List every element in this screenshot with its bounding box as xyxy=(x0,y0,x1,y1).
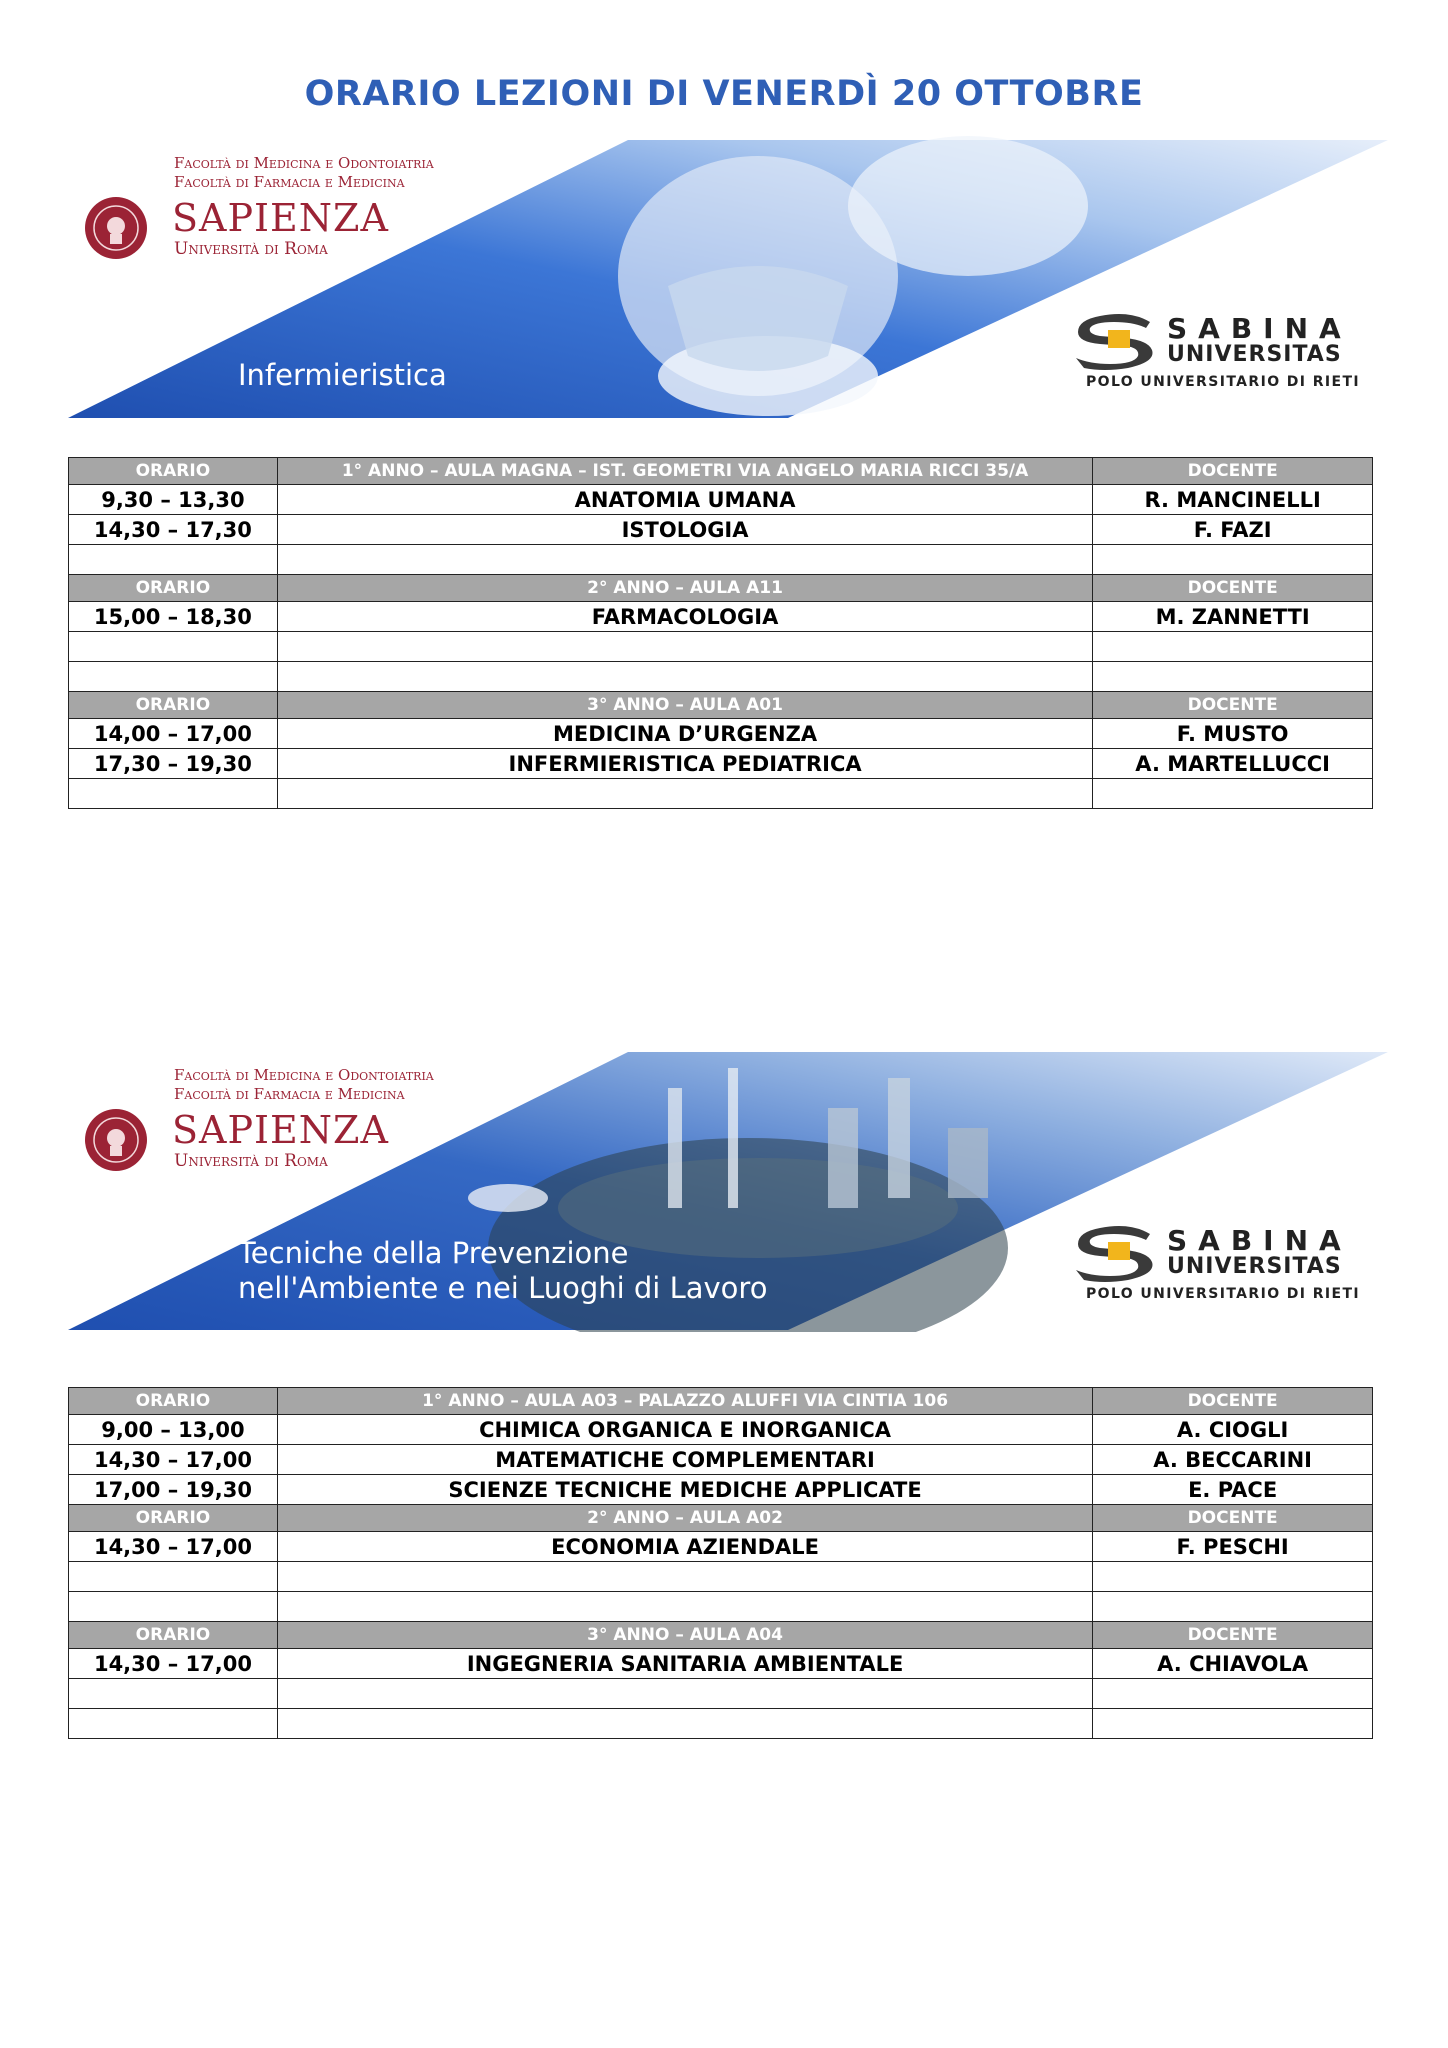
cell-materia: ANATOMIA UMANA xyxy=(277,485,1092,515)
cell-docente: A. MARTELLUCCI xyxy=(1093,749,1373,779)
header-orario: ORARIO xyxy=(69,1388,278,1415)
sabina-universitas-logo xyxy=(1068,1224,1368,1306)
table-header-row xyxy=(69,1622,1373,1649)
cell-orario xyxy=(69,1592,278,1622)
table-row xyxy=(69,485,1373,515)
table-row xyxy=(69,749,1373,779)
table-row xyxy=(69,1532,1373,1562)
cell-materia: FARMACOLOGIA xyxy=(277,602,1092,632)
cell-docente xyxy=(1093,779,1373,809)
cell-materia xyxy=(277,779,1092,809)
header-docente: DOCENTE xyxy=(1093,692,1373,719)
header-docente: DOCENTE xyxy=(1093,458,1373,485)
partner-polo: POLO UNIVERSITARIO DI RIETI xyxy=(1086,374,1361,390)
header-anno-aula: 2° ANNO – AULA A11 xyxy=(277,575,1092,602)
faculty-line-2: Facoltà di Farmacia e Medicina xyxy=(174,173,405,191)
header-docente: DOCENTE xyxy=(1093,1622,1373,1649)
cell-docente xyxy=(1093,1592,1373,1622)
cell-materia xyxy=(277,662,1092,692)
faculty-line-1: Facoltà di Medicina e Odontoiatria xyxy=(174,154,434,172)
table-row xyxy=(69,1415,1373,1445)
header-anno-aula: 1° ANNO – AULA MAGNA – IST. GEOMETRI VIA ANGELO MARIA RICCI 35/A xyxy=(277,458,1092,485)
cell-materia xyxy=(277,1592,1092,1622)
partner-polo: POLO UNIVERSITARIO DI RIETI xyxy=(1086,1286,1361,1302)
table-row xyxy=(69,1592,1373,1622)
cell-materia: CHIMICA ORGANICA E INORGANICA xyxy=(277,1415,1092,1445)
partner-name: SABINA xyxy=(1167,1224,1352,1257)
cell-orario xyxy=(69,1709,278,1739)
cell-orario xyxy=(69,1679,278,1709)
cell-orario: 9,00 – 13,00 xyxy=(69,1415,278,1445)
table-row xyxy=(69,1475,1373,1505)
cell-docente: F. PESCHI xyxy=(1093,1532,1373,1562)
cell-orario: 17,30 – 19,30 xyxy=(69,749,278,779)
header-docente: DOCENTE xyxy=(1093,575,1373,602)
table-header-row xyxy=(69,692,1373,719)
cell-materia: ISTOLOGIA xyxy=(277,515,1092,545)
page-title: ORARIO LEZIONI DI VENERDÌ 20 OTTOBRE xyxy=(304,74,1144,114)
table-row xyxy=(69,719,1373,749)
table-header-row xyxy=(69,1388,1373,1415)
faculty-line-1: Facoltà di Medicina e Odontoiatria xyxy=(174,1066,434,1084)
partner-name: SABINA xyxy=(1167,312,1352,345)
table-row xyxy=(69,602,1373,632)
cell-materia xyxy=(277,1562,1092,1592)
header-docente: DOCENTE xyxy=(1093,1388,1373,1415)
university-subtitle: Università di Roma xyxy=(174,1151,328,1171)
header-anno-aula: 2° ANNO – AULA A02 xyxy=(277,1505,1092,1532)
cell-orario xyxy=(69,545,278,575)
course-title-line-2: nell'Ambiente e nei Luoghi di Lavoro xyxy=(238,1271,768,1305)
cell-docente: A. CHIAVOLA xyxy=(1093,1649,1373,1679)
sabina-universitas-logo xyxy=(1068,312,1368,394)
cell-materia xyxy=(277,1679,1092,1709)
header-orario: ORARIO xyxy=(69,1505,278,1532)
banner-infermieristica xyxy=(68,136,1388,420)
header-orario: ORARIO xyxy=(69,458,278,485)
sapienza-wordmark: SAPIENZA xyxy=(172,1108,389,1152)
sabina-mark-icon xyxy=(1070,1224,1160,1282)
cell-orario: 17,00 – 19,30 xyxy=(69,1475,278,1505)
table-header-row xyxy=(69,1505,1373,1532)
table-row xyxy=(69,779,1373,809)
cell-orario xyxy=(69,779,278,809)
cell-materia xyxy=(277,545,1092,575)
header-anno-aula: 3° ANNO – AULA A01 xyxy=(277,692,1092,719)
cell-orario xyxy=(69,662,278,692)
cell-materia: INFERMIERISTICA PEDIATRICA xyxy=(277,749,1092,779)
cell-materia: ECONOMIA AZIENDALE xyxy=(277,1532,1092,1562)
faculty-line-2: Facoltà di Farmacia e Medicina xyxy=(174,1085,405,1103)
course-title-line-1: Tecniche della Prevenzione xyxy=(238,1236,629,1270)
header-anno-aula: 3° ANNO – AULA A04 xyxy=(277,1622,1092,1649)
table-row xyxy=(69,662,1373,692)
sabina-mark-icon xyxy=(1070,312,1160,370)
table-row xyxy=(69,1709,1373,1739)
cell-docente: A. BECCARINI xyxy=(1093,1445,1373,1475)
cell-orario xyxy=(69,1562,278,1592)
cell-orario: 14,30 – 17,30 xyxy=(69,515,278,545)
cell-docente xyxy=(1093,632,1373,662)
cell-orario: 14,00 – 17,00 xyxy=(69,719,278,749)
cell-orario xyxy=(69,632,278,662)
cell-materia: MEDICINA D’URGENZA xyxy=(277,719,1092,749)
cell-docente: M. ZANNETTI xyxy=(1093,602,1373,632)
table-row xyxy=(69,545,1373,575)
table-header-row xyxy=(69,458,1373,485)
cell-orario: 15,00 – 18,30 xyxy=(69,602,278,632)
banner-tecniche-prevenzione xyxy=(68,1048,1388,1332)
table-row xyxy=(69,515,1373,545)
sapienza-seal xyxy=(84,196,148,260)
table-row xyxy=(69,1679,1373,1709)
cell-docente: A. CIOGLI xyxy=(1093,1415,1373,1445)
schedule-table-tecniche-prevenzione xyxy=(68,1387,1373,1739)
schedule-table-infermieristica xyxy=(68,457,1373,809)
cell-orario: 14,30 – 17,00 xyxy=(69,1649,278,1679)
table-row xyxy=(69,632,1373,662)
cell-materia: INGEGNERIA SANITARIA AMBIENTALE xyxy=(277,1649,1092,1679)
cell-materia xyxy=(277,632,1092,662)
cell-docente xyxy=(1093,662,1373,692)
table-row xyxy=(69,1562,1373,1592)
header-docente: DOCENTE xyxy=(1093,1505,1373,1532)
cell-docente xyxy=(1093,1679,1373,1709)
cell-materia xyxy=(277,1709,1092,1739)
partner-subtitle: UNIVERSITAS xyxy=(1167,342,1342,367)
header-orario: ORARIO xyxy=(69,1622,278,1649)
table-row xyxy=(69,1649,1373,1679)
course-title: Infermieristica xyxy=(238,358,447,392)
header-orario: ORARIO xyxy=(69,692,278,719)
university-subtitle: Università di Roma xyxy=(174,239,328,259)
table-row xyxy=(69,1445,1373,1475)
cell-orario: 14,30 – 17,00 xyxy=(69,1445,278,1475)
cell-orario: 14,30 – 17,00 xyxy=(69,1532,278,1562)
header-orario: ORARIO xyxy=(69,575,278,602)
cell-materia: SCIENZE TECNICHE MEDICHE APPLICATE xyxy=(277,1475,1092,1505)
header-anno-aula: 1° ANNO – AULA A03 – PALAZZO ALUFFI VIA CINTIA 106 xyxy=(277,1388,1092,1415)
cell-docente: F. FAZI xyxy=(1093,515,1373,545)
partner-subtitle: UNIVERSITAS xyxy=(1167,1254,1342,1279)
cell-docente xyxy=(1093,1709,1373,1739)
cell-materia: MATEMATICHE COMPLEMENTARI xyxy=(277,1445,1092,1475)
sapienza-seal xyxy=(84,1108,148,1172)
cell-docente: E. PACE xyxy=(1093,1475,1373,1505)
table-header-row xyxy=(69,575,1373,602)
cell-docente xyxy=(1093,1562,1373,1592)
cell-docente: F. MUSTO xyxy=(1093,719,1373,749)
cell-orario: 9,30 – 13,30 xyxy=(69,485,278,515)
sapienza-wordmark: SAPIENZA xyxy=(172,196,389,240)
cell-docente: R. MANCINELLI xyxy=(1093,485,1373,515)
cell-docente xyxy=(1093,545,1373,575)
